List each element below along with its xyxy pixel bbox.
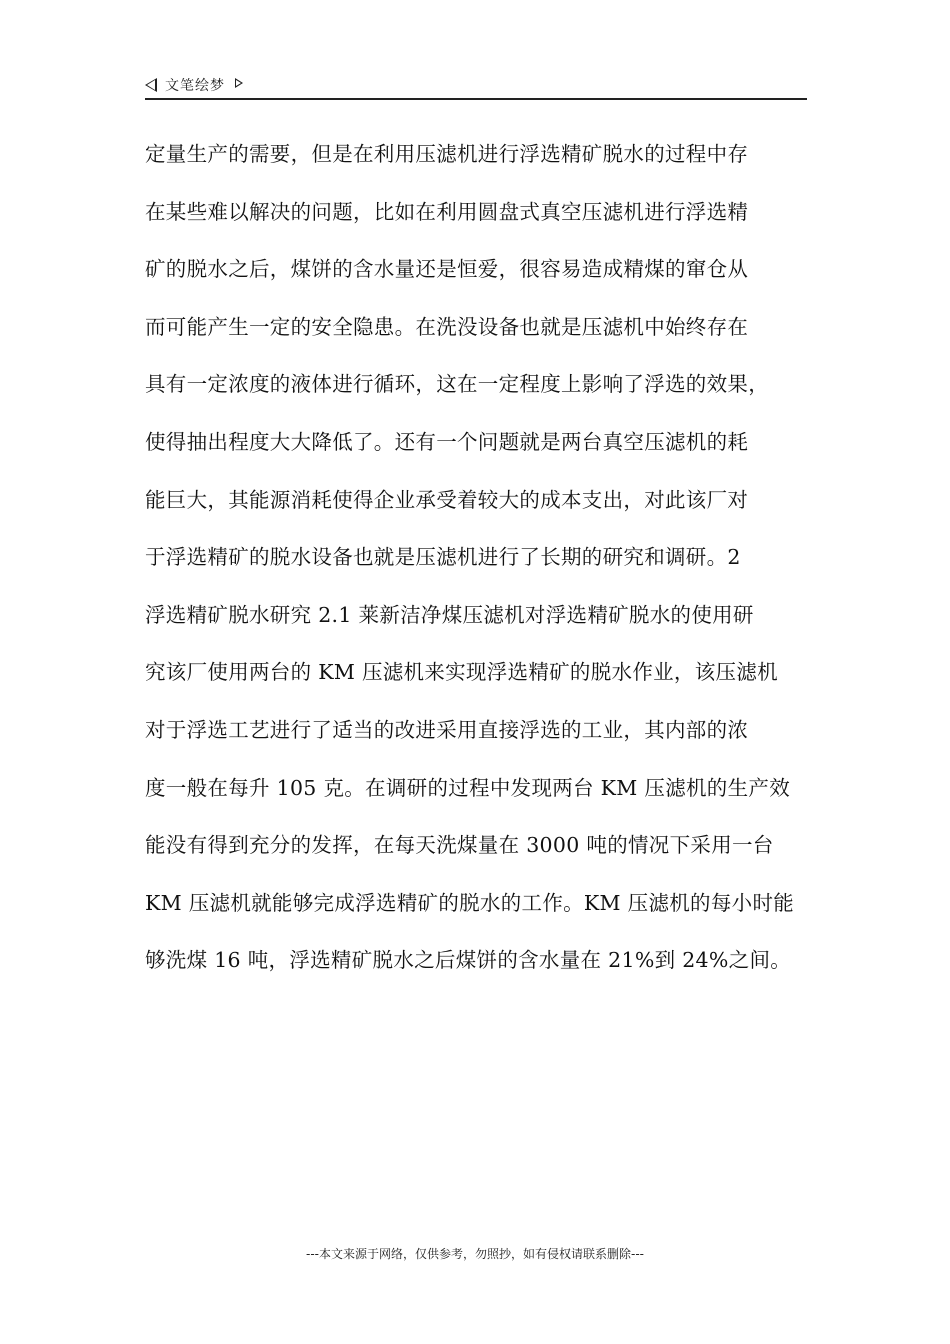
header-brand: 文笔绘梦 (165, 78, 225, 94)
text-line: 而可能产生一定的安全隐患。在洗没设备也就是压滤机中始终存在 (145, 314, 749, 339)
text-line: 定量生产的需要，但是在利用压滤机进行浮选精矿脱水的过程中存 (145, 142, 749, 166)
text-line: KM 压滤机就能够完成浮选精矿的脱水的工作。KM 压滤机的每小时能 (145, 890, 795, 915)
text-line: 矿的脱水之后，煤饼的含水量还是恒爱，很容易造成精煤的窜仓从 (145, 257, 749, 282)
text-line: 够洗煤 16 吨，浮选精矿脱水之后煤饼的含水量在 21%到 24%之间。 (145, 948, 792, 973)
text-line: 于浮选精矿的脱水设备也就是压滤机进行了长期的研究和调研。2 (145, 545, 741, 570)
text-line: 浮选精矿脱水研究 2.1 莱新洁净煤压滤机对浮选精矿脱水的使用研 (145, 602, 754, 627)
text-line: 使得抽出程度大大降低了。还有一个问题就是两台真空压滤机的耗 (145, 429, 749, 454)
text-line: 能没有得到充分的发挥，在每天洗煤量在 3000 吨的情况下采用一台 (145, 833, 774, 858)
text-line: 具有一定浓度的液体进行循环，这在一定程度上影响了浮选的效果， (145, 372, 769, 397)
text-line: 在某些难以解决的问题，比如在利用圆盘式真空压滤机进行浮选精 (145, 199, 749, 224)
triangle-right-icon (235, 78, 243, 88)
body-text (145, 132, 810, 996)
text-line: 度一般在每升 105 克。在调研的过程中发现两台 KM 压滤机的生产效 (145, 775, 790, 800)
text-line: 究该厂使用两台的 KM 压滤机来实现浮选精矿的脱水作业，该压滤机 (145, 660, 778, 685)
text-line: 对于浮选工艺进行了适当的改进采用直接浮选的工业，其内部的浓 (145, 717, 749, 742)
page-header (145, 74, 807, 100)
text-line: 能巨大，其能源消耗使得企业承受着较大的成本支出，对此该厂对 (145, 487, 749, 512)
footer-disclaimer: ---本文来源于网络，仅供参考，勿照抄，如有侵权请联系删除--- (306, 1247, 644, 1261)
triangle-left-icon (145, 78, 157, 92)
